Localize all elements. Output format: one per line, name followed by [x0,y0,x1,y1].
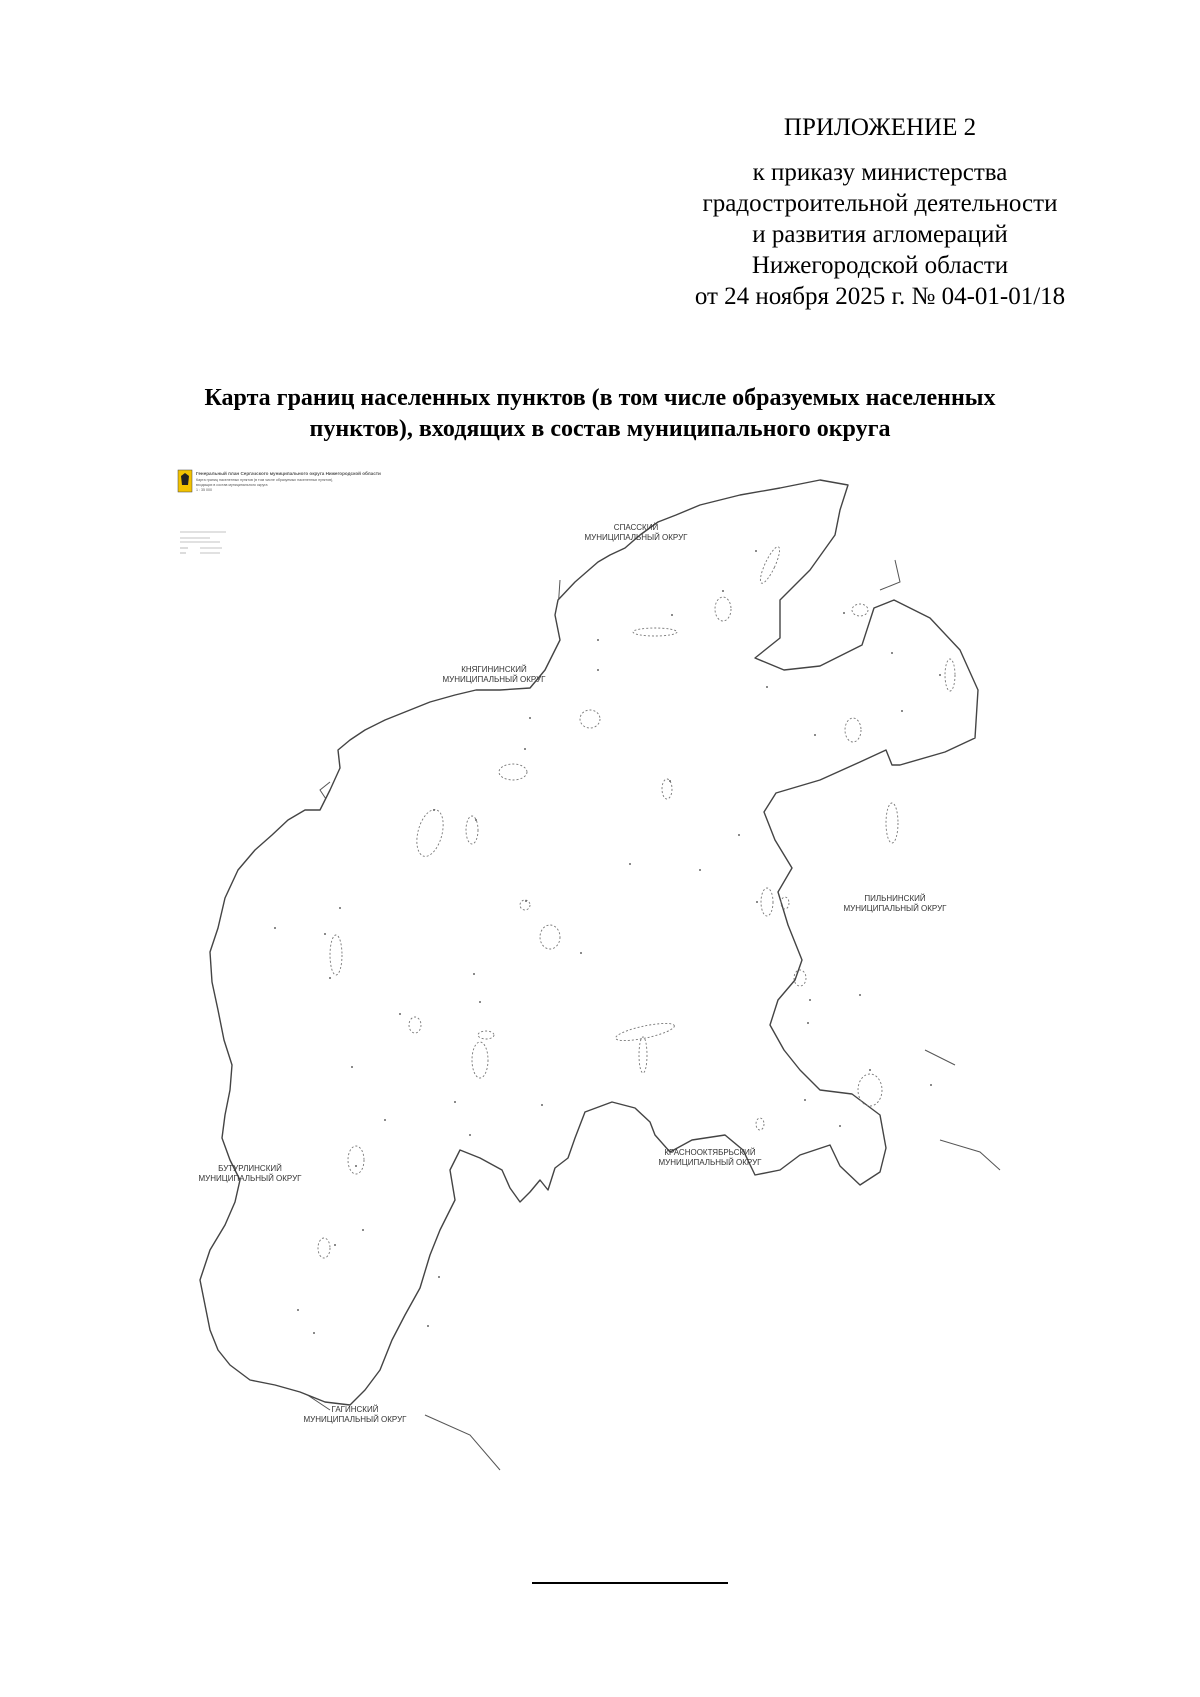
document-title [120,383,1080,445]
label-gaginsky-2: МУНИЦИПАЛЬНЫЙ ОКРУГ [303,1415,407,1424]
legend-entries [180,532,226,553]
document-title-line-1: Карта границ населенных пунктов (в том числе образуемых населенных [204,385,996,411]
order-ref-line-2: градостроительной деятельности [702,190,1058,217]
order-ref-line-4: Нижегородской области [751,252,1009,279]
label-pilninsky-2: МУНИЦИПАЛЬНЫЙ ОКРУГ [843,904,947,913]
order-date-number: от 24 ноября 2025 г. № 04-01-01/18 [694,283,1066,310]
legend-scale: 1 : 35 000 [196,488,212,492]
bottom-divider-line [532,1582,728,1584]
label-pilninsky-1: ПИЛЬНИНСКИЙ [864,894,926,903]
district-outline [200,480,978,1405]
label-krasnooktyabrsky-2: МУНИЦИПАЛЬНЫЙ ОКРУГ [658,1158,762,1167]
label-buturlinsky-2: МУНИЦИПАЛЬНЫЙ ОКРУГ [198,1174,302,1183]
document-title-line-2: пунктов), входящих в состав муниципального округа [309,416,891,442]
appendix-number: ПРИЛОЖЕНИЕ 2 [783,114,977,141]
order-ref-line-3: и развития агломераций [752,221,1008,248]
label-knyagininsky-1: КНЯГИНИНСКИЙ [461,665,527,674]
label-krasnooktyabrsky-1: КРАСНООКТЯБРЬСКИЙ [664,1148,756,1157]
label-spassky-2: МУНИЦИПАЛЬНЫЙ ОКРУГ [584,533,688,542]
appendix-header [640,112,1120,312]
legend-subtitle-1: Карта границ населенных пунктов (в том числе образуемых населенных пунктов), [196,478,334,482]
label-buturlinsky-1: БУТУРЛИНСКИЙ [218,1164,282,1173]
legend-subtitle-2: входящих в состав муниципального округа [196,483,268,487]
label-knyagininsky-2: МУНИЦИПАЛЬНЫЙ ОКРУГ [442,675,546,684]
label-spassky-1: СПАССКИЙ [613,523,659,532]
map-legend [178,470,381,553]
district-boundary-map [180,471,1080,1550]
order-ref-line-1: к приказу министерства [752,159,1008,186]
legend-title: Генеральный план Сергачского муниципального округа Нижегородской области [196,471,381,476]
label-gaginsky-1: ГАГИНСКИЙ [331,1405,379,1414]
